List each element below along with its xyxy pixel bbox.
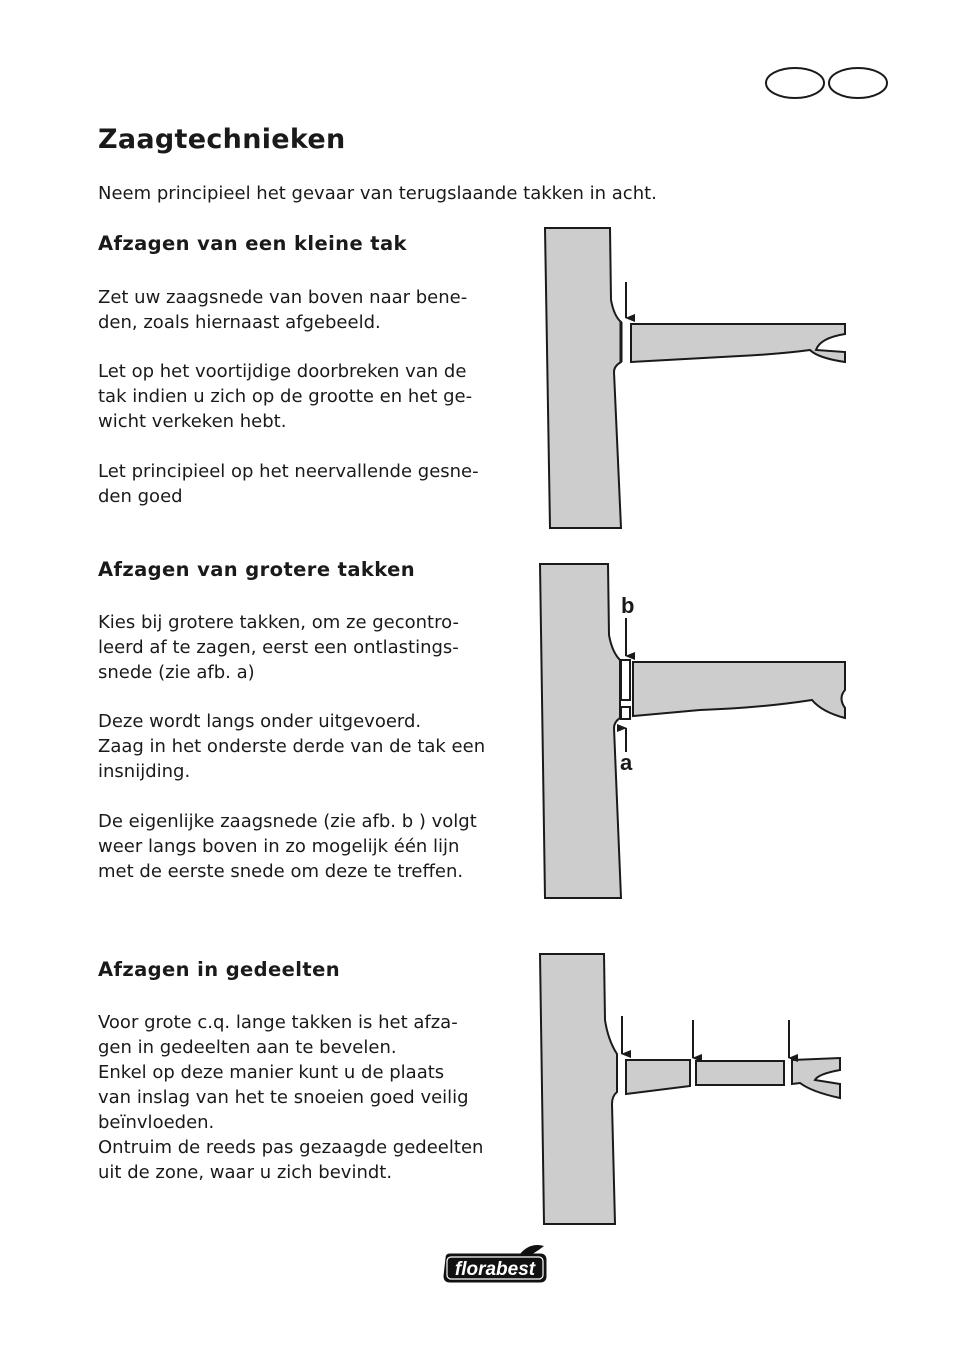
section-title-larger-branches: Afzagen van grotere takken [98, 558, 416, 581]
trunk [540, 954, 617, 1224]
branch-segment-2 [696, 1061, 784, 1085]
page-title: Zaagtechnieken [98, 124, 346, 155]
branch-segment-3 [792, 1058, 840, 1098]
trunk-upper [545, 228, 621, 528]
section-1-paragraph-1: Zet uw zaagsnede van boven naar bene- den, zoals hiernaast afgebeeld. [98, 287, 468, 333]
logo-text: florabest [454, 1259, 536, 1280]
intro-text: Neem principieel het gevaar van terugslaande takken in acht. [98, 183, 657, 204]
section-1-paragraph-2: Let op het voortijdige doorbreken van de tak indien u zich op de grootte en het ge- wicht verkeken hebt. [98, 361, 473, 432]
saw-cut-top [621, 660, 630, 700]
saw-cut-bottom [621, 707, 630, 719]
figure-larger-branch-cut [540, 564, 845, 898]
section-3-paragraph-1: Voor grote c.q. lange takken is het afza- gen in gedeelten aan te bevelen. Enkel op deze manier kunt u de plaats van inslag van het te snoeien goed veilig beïnvloeden. Ontruim de reeds pas gezaagde gedeelten uit de zone, waar u zich bevindt. [98, 1012, 484, 1183]
section-2-paragraph-3: De eigenlijke zaagsnede (zie afb. b ) volgt weer langs boven in zo mogelijk één lijn met de eerste snede om deze te treffen. [98, 811, 477, 882]
label-a: a [620, 750, 633, 775]
trunk-upper [540, 564, 621, 898]
branch-segment-1 [626, 1060, 690, 1094]
figure-cut-in-parts [540, 954, 840, 1224]
label-b: b [621, 593, 635, 618]
section-1-paragraph-3: Let principieel op het neervallende gesne- den goed [98, 461, 479, 507]
section-title-in-parts: Afzagen in gedeelten [98, 958, 340, 981]
florabest-logo [444, 1245, 546, 1282]
figure-small-branch-cut [545, 228, 845, 528]
branch [633, 662, 845, 718]
branch [631, 324, 845, 362]
section-2-paragraph-1: Kies bij grotere takken, om ze gecontro- leerd af te zagen, eerst een ontlastings- snede (zie afb. a) [98, 612, 459, 683]
section-title-small-branch: Afzagen van een kleine tak [98, 232, 407, 255]
section-2-paragraph-2: Deze wordt langs onder uitgevoerd. Zaag in het onderste derde van de tak een insnijding. [98, 711, 486, 782]
